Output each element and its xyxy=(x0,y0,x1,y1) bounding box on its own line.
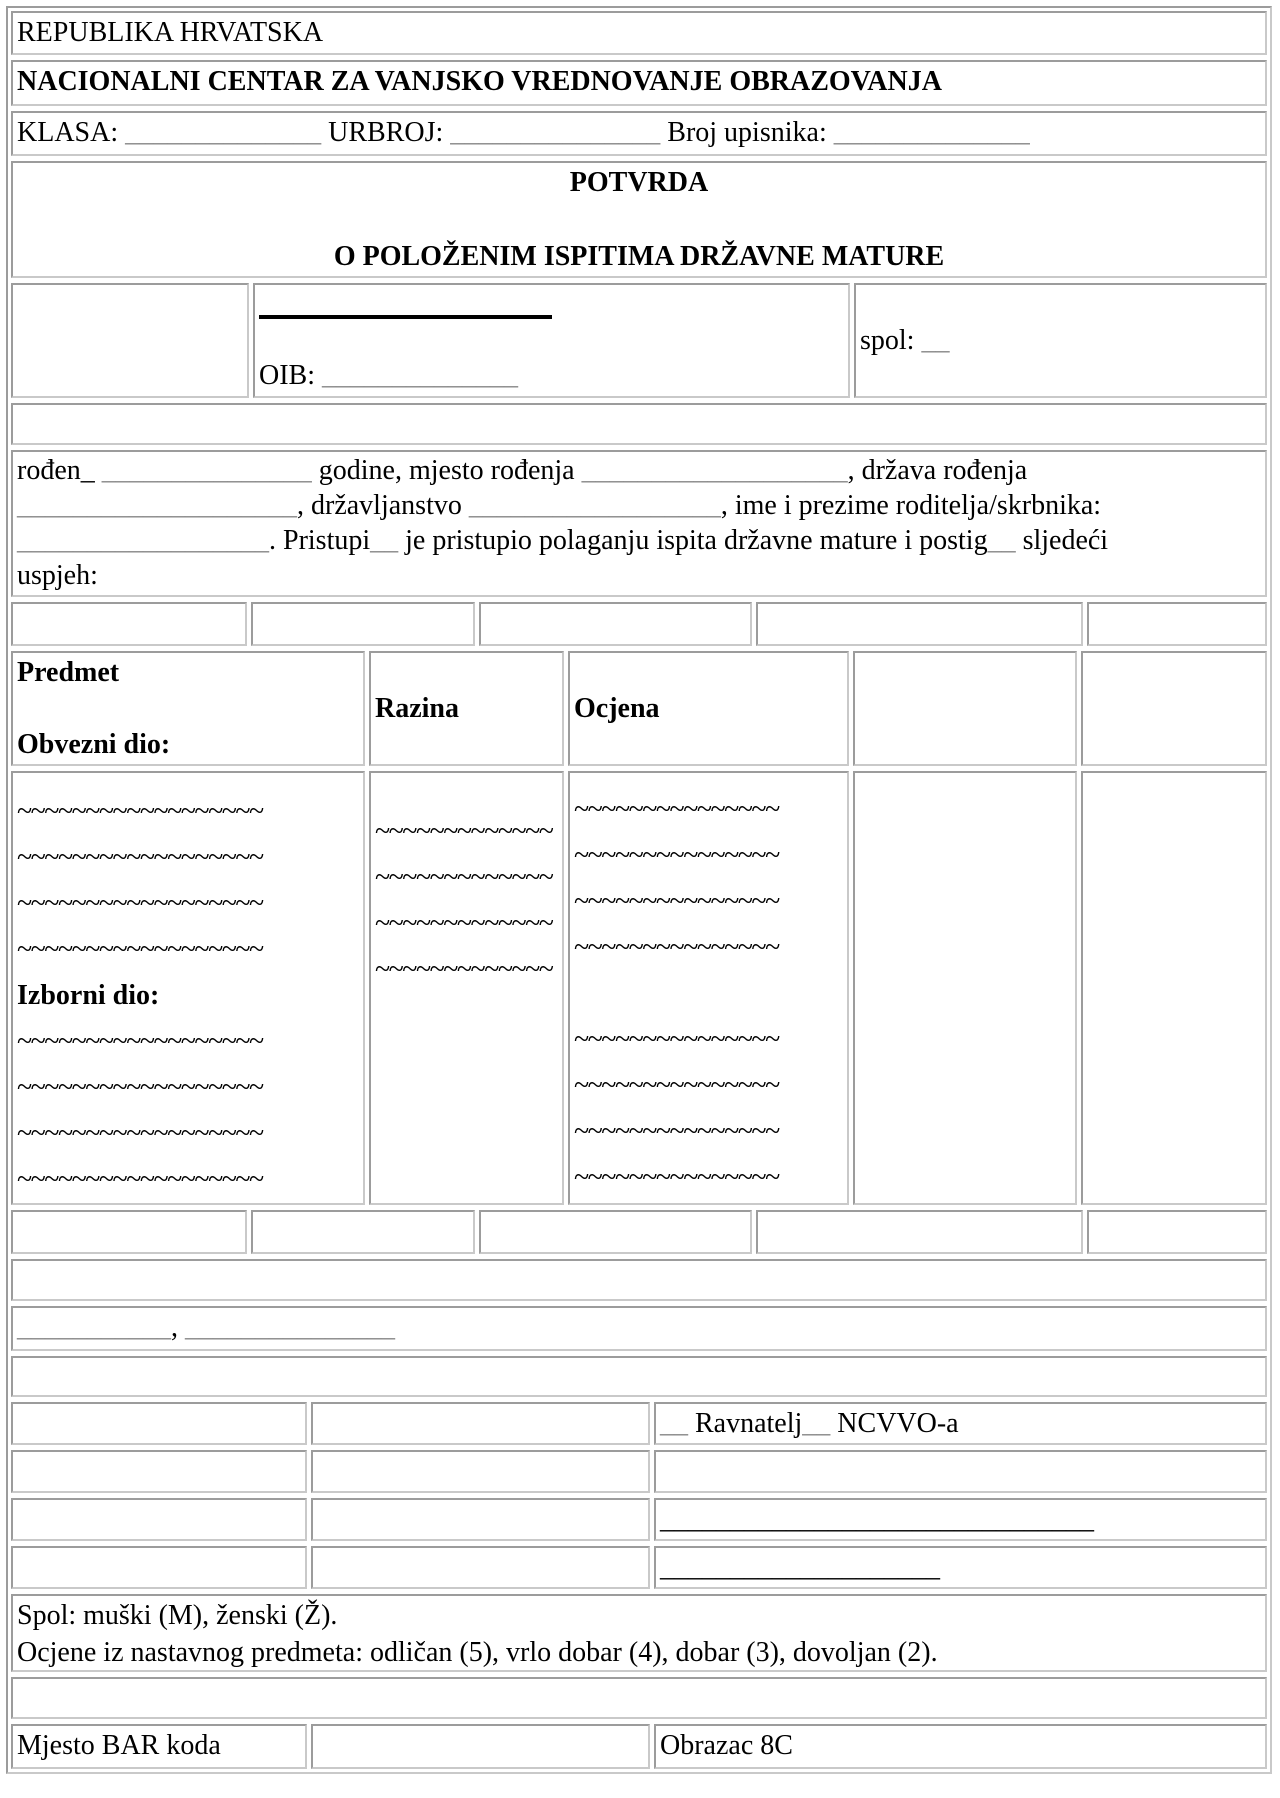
empty-body-cell xyxy=(1081,771,1267,1205)
row-ravnatelj xyxy=(11,1402,1267,1445)
spol-line: spol: __ xyxy=(860,324,950,356)
predmet-placeholder-line: ~~~~~~~~~~~~~~~~~~ xyxy=(17,888,263,919)
grid-cell xyxy=(756,602,1083,646)
place-date-line: ___________, _______________ xyxy=(11,1306,1267,1351)
grid-cell xyxy=(11,602,247,646)
razina-placeholder-line: ~~~~~~~~~~~~~ xyxy=(375,862,553,893)
bar-code-placeholder-cell: Mjesto BAR koda xyxy=(11,1724,307,1769)
signature-grid-cell xyxy=(11,1546,307,1589)
ocjena-header-cell xyxy=(568,651,849,766)
person-empty-cell xyxy=(11,283,249,398)
signature-grid-cell xyxy=(11,1402,307,1445)
republika-hrvatska-label: REPUBLIKA HRVATSKA xyxy=(11,11,1267,55)
predmet-body-cell xyxy=(11,771,365,1205)
grid-cell xyxy=(1087,602,1267,646)
ocjene-legend-line: Ocjene iz nastavnog predmeta: odličan (5), vrlo dobar (4), dobar (3), dovoljan (2). xyxy=(17,1637,938,1668)
obvezni-dio-header: Obvezni dio: xyxy=(17,729,171,760)
ocjena-placeholder-line: ~~~~~~~~~~~~~~~ xyxy=(574,794,779,825)
row-footer xyxy=(11,1724,1267,1769)
signature-line-short: ____________________ xyxy=(654,1546,1267,1589)
predmet-placeholder-line: ~~~~~~~~~~~~~~~~~~ xyxy=(17,1118,263,1149)
signature-grid-cell xyxy=(11,1450,307,1493)
birth-paragraph xyxy=(11,450,1267,597)
spacer-cell xyxy=(11,403,1267,445)
row-signature-short xyxy=(11,1546,1267,1589)
row-results-header xyxy=(11,651,1267,766)
title-spacer xyxy=(17,201,1261,238)
grid-cell xyxy=(479,602,752,646)
ocjena-column-header: Ocjena xyxy=(574,692,660,724)
razina-body-cell xyxy=(369,771,564,1205)
grid-cell xyxy=(251,1210,475,1254)
spacer-cell xyxy=(11,1356,1267,1397)
ocjena-placeholder-line: ~~~~~~~~~~~~~~~ xyxy=(574,840,779,871)
row-title xyxy=(11,161,1267,278)
row-birth-paragraph xyxy=(11,450,1267,597)
klasa-urbroj-upisnik-line: KLASA: ______________ URBROJ: _______________ Broj upisnika: ______________ xyxy=(11,111,1267,156)
grid-cell xyxy=(251,602,475,646)
person-name-oib-cell xyxy=(253,283,850,398)
header-spacer xyxy=(17,691,359,727)
ocjena-placeholder-line: ~~~~~~~~~~~~~~~ xyxy=(574,932,779,963)
birth-line-2: ____________________, državljanstvo __________________, ime i prezime roditelja/skrbnika: xyxy=(17,490,1102,521)
footer-empty-cell xyxy=(311,1724,650,1769)
row-results-body xyxy=(11,771,1267,1205)
razina-placeholder-line: ~~~~~~~~~~~~~ xyxy=(375,908,553,939)
name-blank-line xyxy=(259,315,552,319)
razina-placeholder-line: ~~~~~~~~~~~~~ xyxy=(375,954,553,985)
empty-body-cell xyxy=(853,771,1077,1205)
spacer-cell xyxy=(11,1259,1267,1301)
row-signature-long xyxy=(11,1498,1267,1541)
spacer-cell xyxy=(11,1677,1267,1719)
predmet-placeholder-line: ~~~~~~~~~~~~~~~~~~ xyxy=(17,1026,263,1057)
predmet-placeholder-line: ~~~~~~~~~~~~~~~~~~ xyxy=(17,842,263,873)
row-person xyxy=(11,283,1267,398)
birth-line-4: uspjeh: xyxy=(17,560,98,591)
ocjena-placeholder-line: ~~~~~~~~~~~~~~~ xyxy=(574,1024,779,1055)
form-id-cell: Obrazac 8C xyxy=(654,1724,1267,1769)
predmet-header-cell xyxy=(11,651,365,766)
grid-cell xyxy=(11,1210,247,1254)
predmet-placeholder-line: ~~~~~~~~~~~~~~~~~~ xyxy=(17,1072,263,1103)
razina-placeholder-line: ~~~~~~~~~~~~~ xyxy=(375,816,553,847)
row-grid-bottom xyxy=(11,1210,1267,1254)
ocjena-placeholder-line: ~~~~~~~~~~~~~~~ xyxy=(574,1070,779,1101)
row-notes xyxy=(11,1594,1267,1672)
issuer-name-label: NACIONALNI CENTAR ZA VANJSKO VREDNOVANJE OBRAZOVANJA xyxy=(11,60,1267,106)
ravnatelj-cell: __ Ravnatelj__ NCVVO-a xyxy=(654,1402,1267,1445)
signature-grid-cell xyxy=(11,1498,307,1541)
razina-header-cell xyxy=(369,651,564,766)
signature-grid-cell xyxy=(311,1546,650,1589)
row-spacer-2 xyxy=(11,1259,1267,1301)
predmet-placeholder-line: ~~~~~~~~~~~~~~~~~~ xyxy=(17,796,263,827)
ocjena-body-cell xyxy=(568,771,849,1205)
signature-grid-cell xyxy=(311,1498,650,1541)
signature-grid-cell xyxy=(311,1402,650,1445)
spol-cell xyxy=(854,283,1267,398)
spol-legend-line: Spol: muški (M), ženski (Ž). xyxy=(17,1600,338,1631)
row-centar xyxy=(11,60,1267,106)
row-republika xyxy=(11,11,1267,55)
ocjena-placeholder-line: ~~~~~~~~~~~~~~~ xyxy=(574,886,779,917)
row-spacer-3 xyxy=(11,1356,1267,1397)
birth-line-3: __________________. Pristupi__ je pristupio polaganju ispita državne mature i postig__ sljedeći xyxy=(17,525,1109,556)
empty-header-cell xyxy=(1081,651,1267,766)
row-spacer-4 xyxy=(11,1677,1267,1719)
signature-grid-cell xyxy=(311,1450,650,1493)
ocjena-placeholder-line: ~~~~~~~~~~~~~~~ xyxy=(574,1162,779,1193)
razina-column-header: Razina xyxy=(375,692,459,724)
certificate-document xyxy=(6,6,1272,1774)
title-block xyxy=(11,161,1267,278)
row-signature-spacer xyxy=(11,1450,1267,1493)
document-title: POTVRDA xyxy=(569,167,709,198)
row-place-date xyxy=(11,1306,1267,1351)
signature-grid-cell xyxy=(654,1450,1267,1493)
signature-line-long: _______________________________ xyxy=(654,1498,1267,1541)
predmet-column-header: Predmet xyxy=(17,657,120,688)
row-spacer-1 xyxy=(11,403,1267,445)
grid-cell xyxy=(479,1210,752,1254)
izborni-dio-header: Izborni dio: xyxy=(17,980,160,1011)
document-subtitle: O POLOŽENIM ISPITIMA DRŽAVNE MATURE xyxy=(333,241,945,272)
oib-line: OIB: ______________ xyxy=(259,360,518,391)
birth-line-1: rođen_ _______________ godine, mjesto rođenja ___________________, država rođenja xyxy=(17,455,1028,486)
row-grid-top xyxy=(11,602,1267,646)
grid-cell xyxy=(1087,1210,1267,1254)
predmet-placeholder-line: ~~~~~~~~~~~~~~~~~~ xyxy=(17,934,263,965)
predmet-placeholder-line: ~~~~~~~~~~~~~~~~~~ xyxy=(17,1164,263,1195)
ocjena-placeholder-line: ~~~~~~~~~~~~~~~ xyxy=(574,1116,779,1147)
row-klasa-urbroj xyxy=(11,111,1267,156)
ocjena-blank-line xyxy=(574,971,843,1017)
grid-cell xyxy=(756,1210,1083,1254)
notes-block xyxy=(11,1594,1267,1672)
empty-header-cell xyxy=(853,651,1077,766)
